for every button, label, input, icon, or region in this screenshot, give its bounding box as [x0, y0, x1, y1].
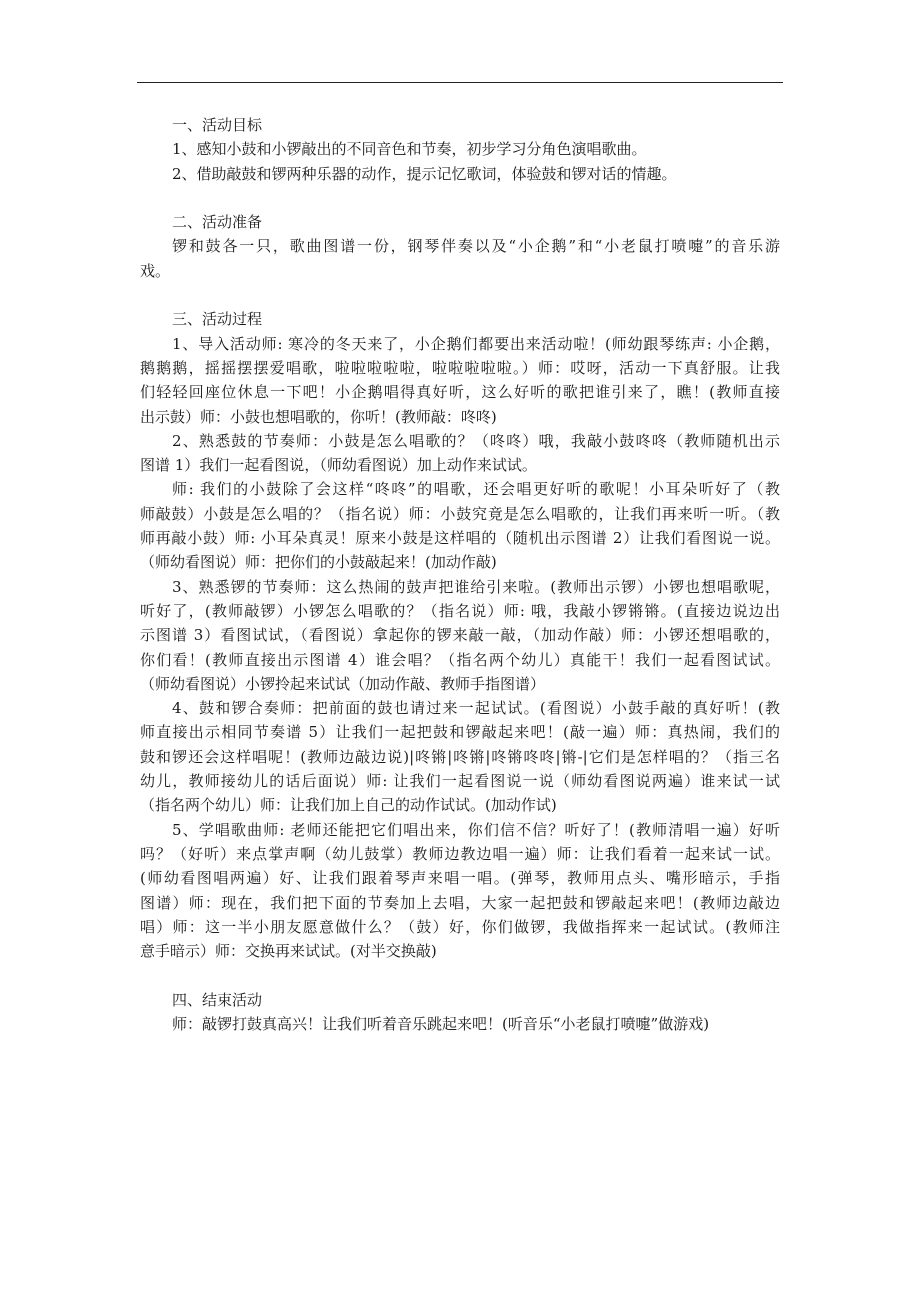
section [140, 113, 780, 186]
text-line: 师: 我们的小鼓除了会这样“咚咚”的唱歌，还会唱更好听的歌呢！小耳朵听好了（教 [172, 480, 780, 499]
text-line: （指名两个幼儿）师：让我们加上自己的动作试试。(加动作试) [140, 796, 557, 815]
text-line: 师：敲锣打鼓真高兴！让我们听着音乐跳起来吧！(听音乐“小老鼠打喷嚏”做游戏) [172, 1014, 710, 1033]
section-heading: 一、活动目标 [172, 116, 263, 134]
paragraph [140, 429, 780, 478]
paragraph [140, 137, 780, 161]
text-line: 师敲鼓）小鼓是怎么唱的？（指名说）师：小鼓究竟是怎么唱歌的，让我们再来听一听。（教 [140, 504, 780, 523]
paragraph [140, 818, 780, 964]
section-heading: 二、活动准备 [172, 213, 263, 232]
paragraph [140, 696, 780, 817]
paragraph [140, 234, 780, 283]
text-line: 图谱）师：现在，我们把下面的节奏加上去唱，大家一起把鼓和锣敲起来吧！(教师边敲边 [140, 893, 780, 912]
section [140, 307, 780, 963]
text-line: 唱）师：这一半小朋友愿意做什么？（鼓）好，你们做锣，我做指挥来一起试试。(教师注 [140, 917, 780, 936]
text-line: 们轻轻回座位休息一下吧！小企鹅唱得真好听，这么好听的歌把谁引来了，瞧！(教师直接 [140, 383, 780, 402]
text-line: 3、熟悉锣的节奏师：这么热闹的鼓声把谁给引来啦。(教师出示锣）小锣也想唱歌呢， [172, 577, 780, 596]
text-line: 幼儿，教师接幼儿的话后面说）师: 让我们一起看图说一说（师幼看图说两遍）谁来试一试 [140, 772, 780, 791]
document-body [140, 113, 780, 1036]
text-line: 听好了，(教师敲锣）小锣怎么唱歌的？（指名说）师: 哦，我敲小锣锵锵。(直接边说边出 [140, 601, 780, 620]
text-line: （师幼看图说）小锣拎起来试试（加动作敲、教师手指图谱） [140, 674, 546, 693]
section [140, 988, 780, 1037]
text-line: 锣和鼓各一只，歌曲图谱一份，钢琴伴奏以及“小企鹅”和“小老鼠打喷嚏”的音乐游 [172, 237, 780, 256]
text-line: 吗？（好听）来点掌声啊（幼儿鼓掌）教师边教边唱一遍）师：让我们看着一起来试一试。 [140, 844, 780, 863]
paragraph [140, 575, 780, 696]
paragraph [140, 1012, 780, 1036]
text-line: 鼓和锣还会这样唱呢！(教师边敲边说)|咚锵|咚锵|咚锵咚咚|锵-|它们是怎样唱的？（指三名 [140, 747, 780, 766]
text-line: 鹅鹅鹅，摇摇摆摆爱唱歌，啦啦啦啦啦，啦啦啦啦啦。）师：哎呀，活动一下真舒服。让我 [140, 358, 780, 377]
header-rule [137, 82, 783, 83]
text-line: (师幼看图唱两遍）好、让我们跟着琴声来唱一唱。(弹琴，教师用点头、嘴形暗示，手指 [140, 869, 780, 888]
text-line: （师幼看图说）师：把你们的小鼓敲起来！(加动作敲) [140, 553, 497, 572]
text-line: 5、学唱歌曲师: 老师还能把它们唱出来，你们信不信？听好了！(教师清唱一遍）好听 [172, 820, 780, 839]
text-line: 图谱 1）我们一起看图说，（师幼看图说）加上动作来试试。 [140, 456, 537, 475]
text-line: 示图谱 3）看图试试，（看图说）拿起你的锣来敲一敲，（加动作敲）师：小锣还想唱歌的， [140, 626, 780, 645]
paragraph [140, 477, 780, 574]
text-line: 4、鼓和锣合奏师：把前面的鼓也请过来一起试试。(看图说）小鼓手敲的真好听！(教 [172, 699, 780, 718]
text-line: 戏。 [140, 261, 171, 280]
text-line: 你们看！(教师直接出示图谱 4）谁会唱？（指名两个幼儿）真能干！我们一起看图试试。 [140, 650, 780, 669]
paragraph [140, 332, 780, 429]
text-line: 出示鼓）师：小鼓也想唱歌的，你听！(教师敲：咚咚) [140, 407, 497, 426]
section-heading: 三、活动过程 [172, 310, 263, 329]
text-line: 1、导入活动师: 寒冷的冬天来了，小企鹅们都要出来活动啦！(师幼跟琴练声: 小企鹅， [172, 334, 780, 353]
text-line: 师再敲小鼓）师: 小耳朵真灵！原来小鼓是这样唱的（随机出示图谱 2）让我们看图说一说。 [140, 529, 780, 548]
section-heading: 四、结束活动 [172, 990, 263, 1009]
paragraph [140, 162, 780, 186]
section [140, 210, 780, 283]
text-line: 1、感知小鼓和小锣敲出的不同音色和节奏，初步学习分角色演唱歌曲。 [172, 140, 647, 159]
text-line: 2、熟悉鼓的节奏师：小鼓是怎么唱歌的？（咚咚）哦，我敲小鼓咚咚（教师随机出示 [172, 431, 780, 450]
text-line: 师直接出示相同节奏谱 5）让我们一起把鼓和锣敲起来吧！(敲一遍）师：真热闹，我们的 [140, 723, 780, 742]
text-line: 意手暗示）师：交换再来试试。(对半交换敲) [140, 942, 437, 961]
text-line: 2、借助敲鼓和锣两种乐器的动作，提示记忆歌词，体验鼓和锣对话的情趣。 [172, 164, 677, 183]
